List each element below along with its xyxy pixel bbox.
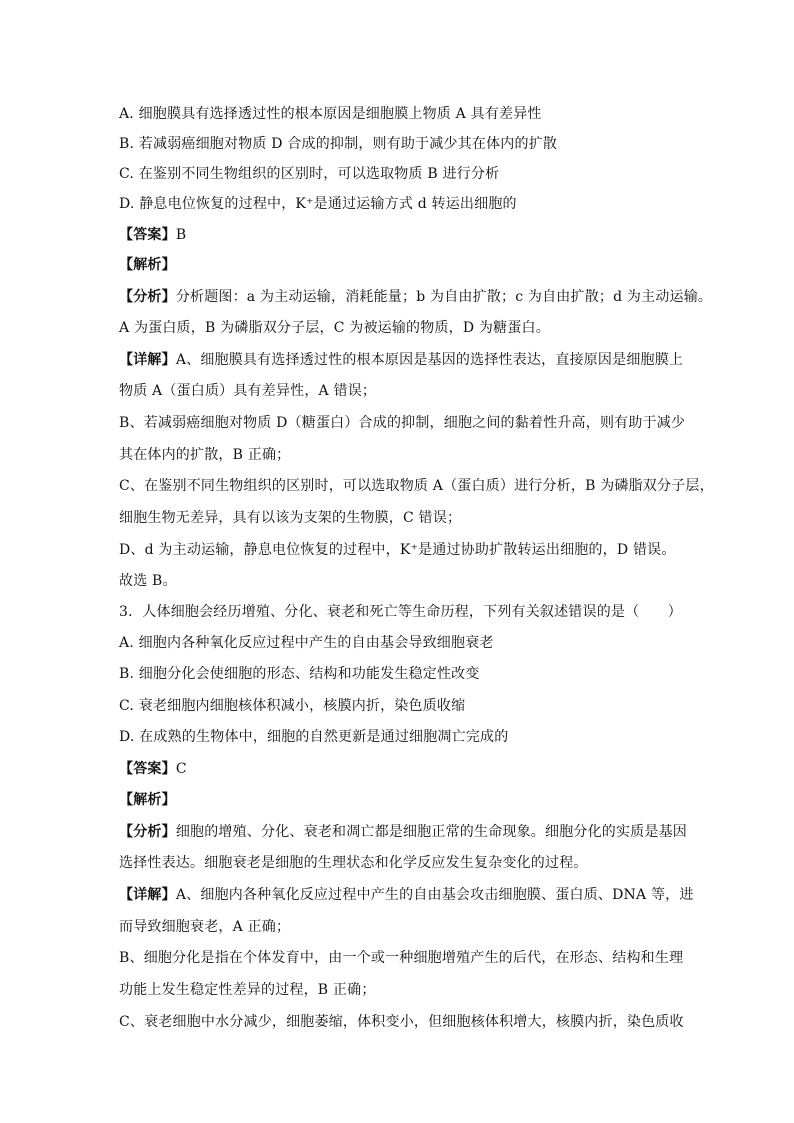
answer-line: 【答案】B [119,227,187,243]
option-a-line: A. 细胞内各种氧化反应过程中产生的自由基会导致细胞衰老 [119,635,494,651]
answer-line: 【答案】C [119,761,187,777]
option-b-line: B. 细胞分化会使细胞的形态、结构和功能发生稳定性改变 [119,666,480,682]
detail-line: 物质 A（蛋白质）具有差异性，A 错误； [119,383,377,399]
detail-line: 【详解】A、细胞膜具有选择透过性的根本原因是基因的选择性表达，直接原因是细胞膜上 [119,352,684,368]
detail-line: C、衰老细胞中水分减少，细胞萎缩，体积变小，但细胞核体积增大，核膜内折，染色质收 [119,1014,684,1030]
question-line: 3．人体细胞会经历增殖、分化、衰老和死亡等生命历程，下列有关叙述错误的是（ ） [119,604,682,620]
detail-line: 功能上发生稳定性差异的过程，B 正确； [119,982,376,998]
detail-line: C、在鉴别不同生物组织的区别时，可以选取物质 A（蛋白质）进行分析，B 为磷脂双分子层， [119,478,714,494]
analysis-heading: 【解析】 [119,257,176,273]
analysis-line: 【分析】分析题图：a 为主动运输，消耗能量；b 为自由扩散；c 为自由扩散；d 为主动运输。 [119,289,713,305]
analysis-line: 选择性表达。细胞衰老是细胞的生理状态和化学反应发生复杂变化的过程。 [119,855,588,871]
detail-line: B、若减弱癌细胞对物质 D（糖蛋白）合成的抑制，细胞之间的黏着性升高，则有助于减少 [119,415,686,431]
analysis-heading: 【解析】 [119,792,176,808]
option-d-line: D. 静息电位恢复的过程中，K⁺是通过运输方式 d 转运出细胞的 [119,196,517,212]
option-b-line: B. 若减弱癌细胞对物质 D 合成的抑制，则有助于减少其在体内的扩散 [119,136,558,152]
analysis-line: A 为蛋白质，B 为磷脂双分子层，C 为被运输的物质，D 为糖蛋白。 [119,320,550,336]
conclusion-line: 故选 B。 [119,573,177,589]
detail-line: B、细胞分化是指在个体发育中，由一个或一种细胞增殖产生的后代，在形态、结构和生理 [119,950,684,966]
detail-line: 【详解】A、细胞内各种氧化反应过程中产生的自由基会攻击细胞膜、蛋白质、DNA 等，进 [119,887,694,903]
analysis-line: 【分析】细胞的增殖、分化、衰老和凋亡都是细胞正常的生命现象。细胞分化的实质是基因 [119,824,688,840]
option-c-line: C. 衰老细胞内细胞核体积减小，核膜内折，染色质收缩 [119,698,466,714]
detail-line: 细胞生物无差异，具有以该为支架的生物膜，C 错误； [119,510,462,526]
detail-line: 其在体内的扩散，B 正确； [119,447,291,463]
detail-line: D、d 为主动运输，静息电位恢复的过程中，K⁺是通过协助扩散转运出细胞的，D 错误。 [119,542,676,558]
option-a-line: A. 细胞膜具有选择透过性的根本原因是细胞膜上物质 A 具有差异性 [119,106,542,122]
detail-line: 而导致细胞衰老，A 正确； [119,919,291,935]
option-d-line: D. 在成熟的生物体中，细胞的自然更新是通过细胞凋亡完成的 [119,729,509,745]
option-c-line: C. 在鉴别不同生物组织的区别时，可以选取物质 B 进行分析 [119,166,500,182]
